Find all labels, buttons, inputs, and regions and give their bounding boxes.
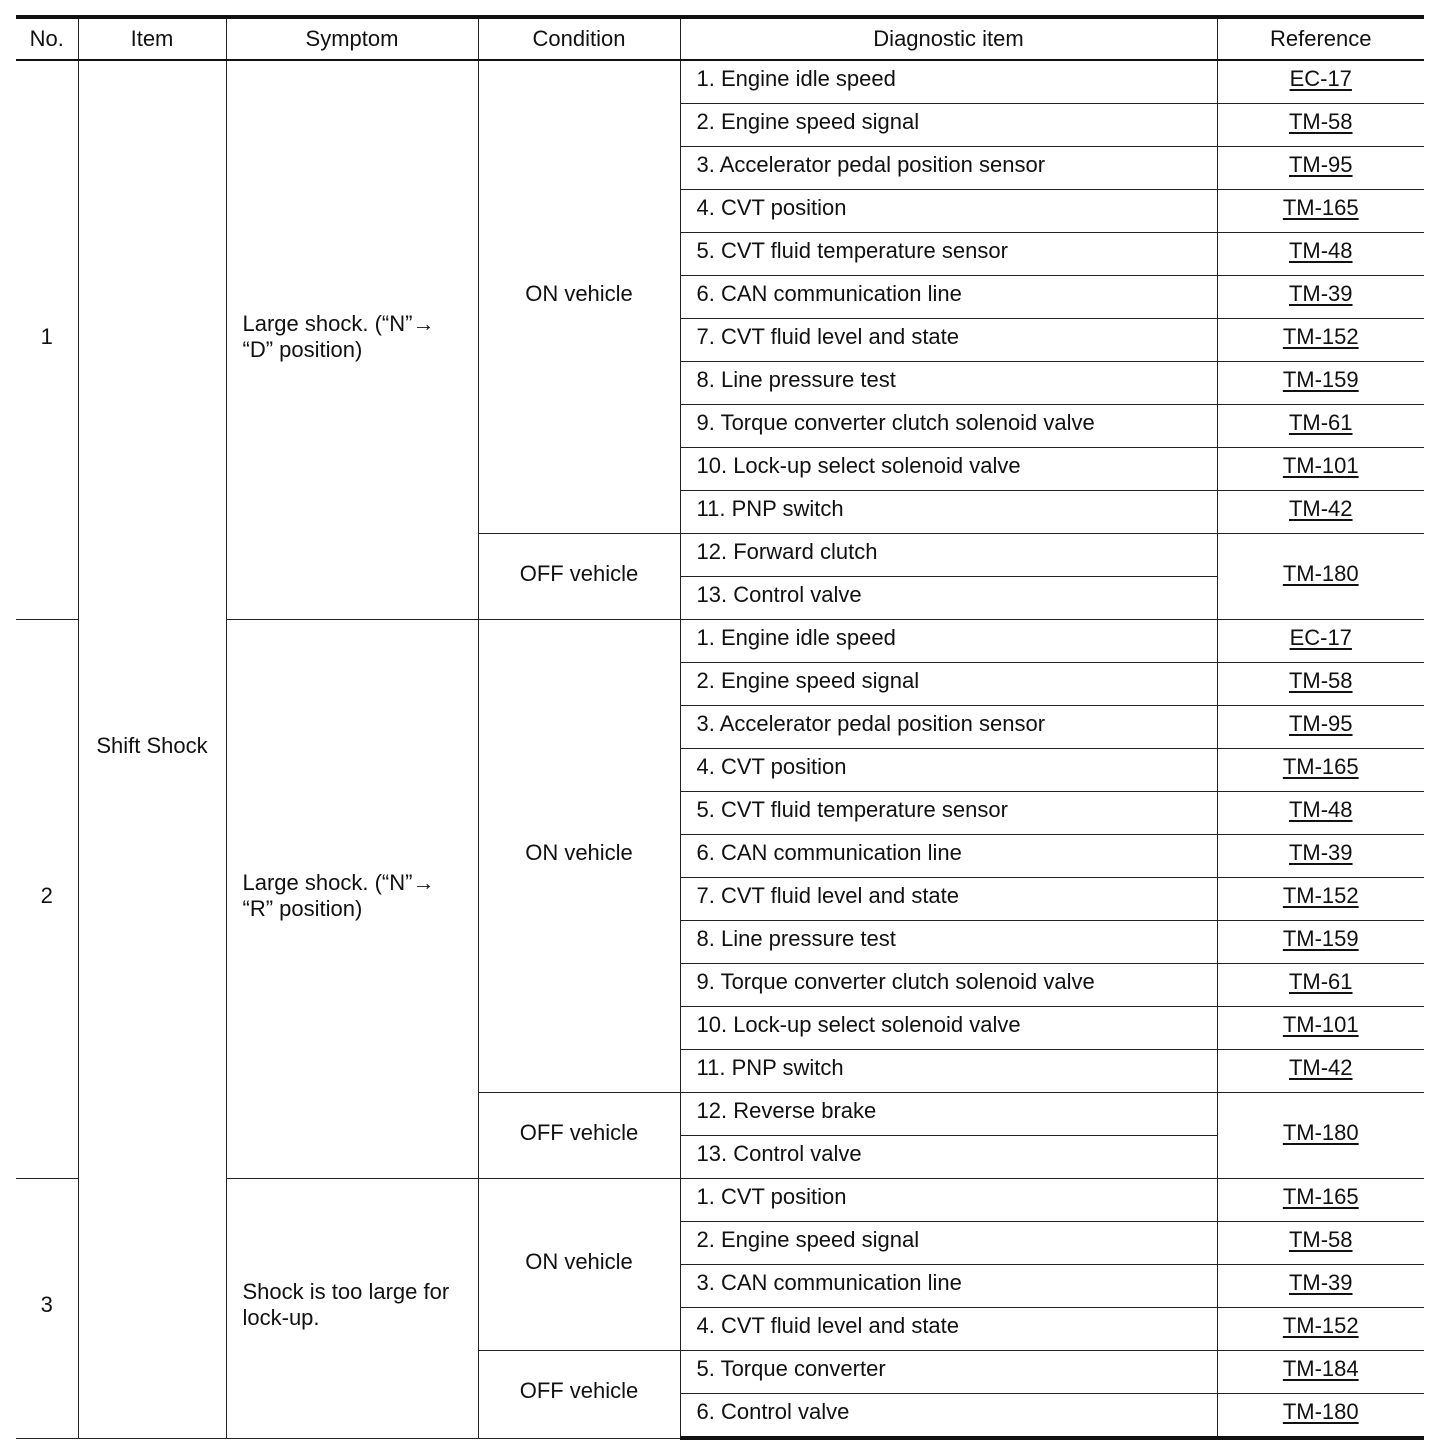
diagnostic-item: 7. CVT fluid level and state	[680, 878, 1217, 921]
symptom-cell: Large shock. (“N”→ “R” position)	[226, 620, 478, 1179]
reference-link[interactable]: TM-184	[1217, 1351, 1424, 1394]
condition-off-vehicle: OFF vehicle	[478, 534, 680, 620]
diagnostic-item: 4. CVT position	[680, 190, 1217, 233]
diagnostic-item: 1. Engine idle speed	[680, 620, 1217, 663]
header-symptom: Symptom	[226, 17, 478, 60]
reference-link[interactable]: TM-39	[1217, 276, 1424, 319]
reference-link[interactable]: TM-152	[1217, 878, 1424, 921]
reference-link[interactable]: TM-58	[1217, 1222, 1424, 1265]
diagnostic-item: 3. CAN communication line	[680, 1265, 1217, 1308]
diagnostic-item: 9. Torque converter clutch solenoid valve	[680, 964, 1217, 1007]
condition-on-vehicle: ON vehicle	[478, 60, 680, 534]
diagnostic-item: 12. Forward clutch	[680, 534, 1217, 577]
reference-link[interactable]: TM-39	[1217, 1265, 1424, 1308]
reference-link[interactable]: TM-165	[1217, 190, 1424, 233]
reference-link[interactable]: TM-48	[1217, 792, 1424, 835]
reference-link[interactable]: TM-39	[1217, 835, 1424, 878]
reference-link[interactable]: TM-58	[1217, 663, 1424, 706]
reference-link[interactable]: TM-101	[1217, 448, 1424, 491]
condition-on-vehicle: ON vehicle	[478, 620, 680, 1093]
reference-link[interactable]: TM-61	[1217, 405, 1424, 448]
reference-link[interactable]: TM-180	[1217, 534, 1424, 620]
diagnostic-item: 8. Line pressure test	[680, 362, 1217, 405]
diagnostic-item: 2. Engine speed signal	[680, 663, 1217, 706]
condition-off-vehicle: OFF vehicle	[478, 1351, 680, 1439]
header-item: Item	[78, 17, 226, 60]
diagnostic-item: 11. PNP switch	[680, 1050, 1217, 1093]
diagnostic-item: 5. CVT fluid temperature sensor	[680, 233, 1217, 276]
diagnostic-item: 12. Reverse brake	[680, 1093, 1217, 1136]
diagnostic-item: 10. Lock-up select solenoid valve	[680, 448, 1217, 491]
reference-link[interactable]: TM-42	[1217, 491, 1424, 534]
diagnostic-item: 2. Engine speed signal	[680, 104, 1217, 147]
reference-link[interactable]: TM-95	[1217, 147, 1424, 190]
header-reference: Reference	[1217, 17, 1424, 60]
reference-link[interactable]: TM-159	[1217, 362, 1424, 405]
diagnostic-item: 13. Control valve	[680, 577, 1217, 620]
diagnostic-item: 5. Torque converter	[680, 1351, 1217, 1394]
diagnostic-item: 11. PNP switch	[680, 491, 1217, 534]
diagnostic-item: 3. Accelerator pedal position sensor	[680, 706, 1217, 749]
item-cell: Shift Shock	[78, 60, 226, 1438]
condition-on-vehicle: ON vehicle	[478, 1179, 680, 1351]
reference-link[interactable]: EC-17	[1217, 60, 1424, 104]
reference-link[interactable]: TM-42	[1217, 1050, 1424, 1093]
diagnostic-item: 3. Accelerator pedal position sensor	[680, 147, 1217, 190]
diagnostic-item: 4. CVT fluid level and state	[680, 1308, 1217, 1351]
diagnostic-item: 6. CAN communication line	[680, 835, 1217, 878]
table-row	[16, 620, 1424, 663]
reference-link[interactable]: EC-17	[1217, 620, 1424, 663]
reference-link[interactable]: TM-61	[1217, 964, 1424, 1007]
table-row	[16, 1179, 1424, 1222]
symptom-cell: Large shock. (“N”→ “D” position)	[226, 60, 478, 620]
header-row	[16, 17, 1424, 60]
table-row	[16, 60, 1424, 104]
diagnostic-item: 9. Torque converter clutch solenoid valve	[680, 405, 1217, 448]
reference-link[interactable]: TM-180	[1217, 1394, 1424, 1439]
reference-link[interactable]: TM-180	[1217, 1093, 1424, 1179]
header-diagnostic-item: Diagnostic item	[680, 17, 1217, 60]
diagnostic-item: 6. CAN communication line	[680, 276, 1217, 319]
header-condition: Condition	[478, 17, 680, 60]
reference-link[interactable]: TM-159	[1217, 921, 1424, 964]
reference-link[interactable]: TM-58	[1217, 104, 1424, 147]
reference-link[interactable]: TM-165	[1217, 749, 1424, 792]
reference-link[interactable]: TM-48	[1217, 233, 1424, 276]
reference-link[interactable]: TM-101	[1217, 1007, 1424, 1050]
diagnostic-item: 4. CVT position	[680, 749, 1217, 792]
shift-shock-diagnosis-table	[16, 15, 1424, 1440]
diagnostic-item: 13. Control valve	[680, 1136, 1217, 1179]
diagnostic-item: 6. Control valve	[680, 1394, 1217, 1439]
diagnostic-item: 1. Engine idle speed	[680, 60, 1217, 104]
symptom-cell: Shock is too large for lock-up.	[226, 1179, 478, 1439]
reference-link[interactable]: TM-152	[1217, 1308, 1424, 1351]
reference-link[interactable]: TM-165	[1217, 1179, 1424, 1222]
row-number: 2	[16, 620, 78, 1179]
condition-off-vehicle: OFF vehicle	[478, 1093, 680, 1179]
diagnostic-item: 7. CVT fluid level and state	[680, 319, 1217, 362]
header-no: No.	[16, 17, 78, 60]
row-number: 1	[16, 60, 78, 620]
diagnostic-item: 1. CVT position	[680, 1179, 1217, 1222]
row-number: 3	[16, 1179, 78, 1439]
diagnostic-item: 5. CVT fluid temperature sensor	[680, 792, 1217, 835]
reference-link[interactable]: TM-152	[1217, 319, 1424, 362]
reference-link[interactable]: TM-95	[1217, 706, 1424, 749]
diagnostic-item: 8. Line pressure test	[680, 921, 1217, 964]
diagnostic-item: 10. Lock-up select solenoid valve	[680, 1007, 1217, 1050]
diagnostic-item: 2. Engine speed signal	[680, 1222, 1217, 1265]
